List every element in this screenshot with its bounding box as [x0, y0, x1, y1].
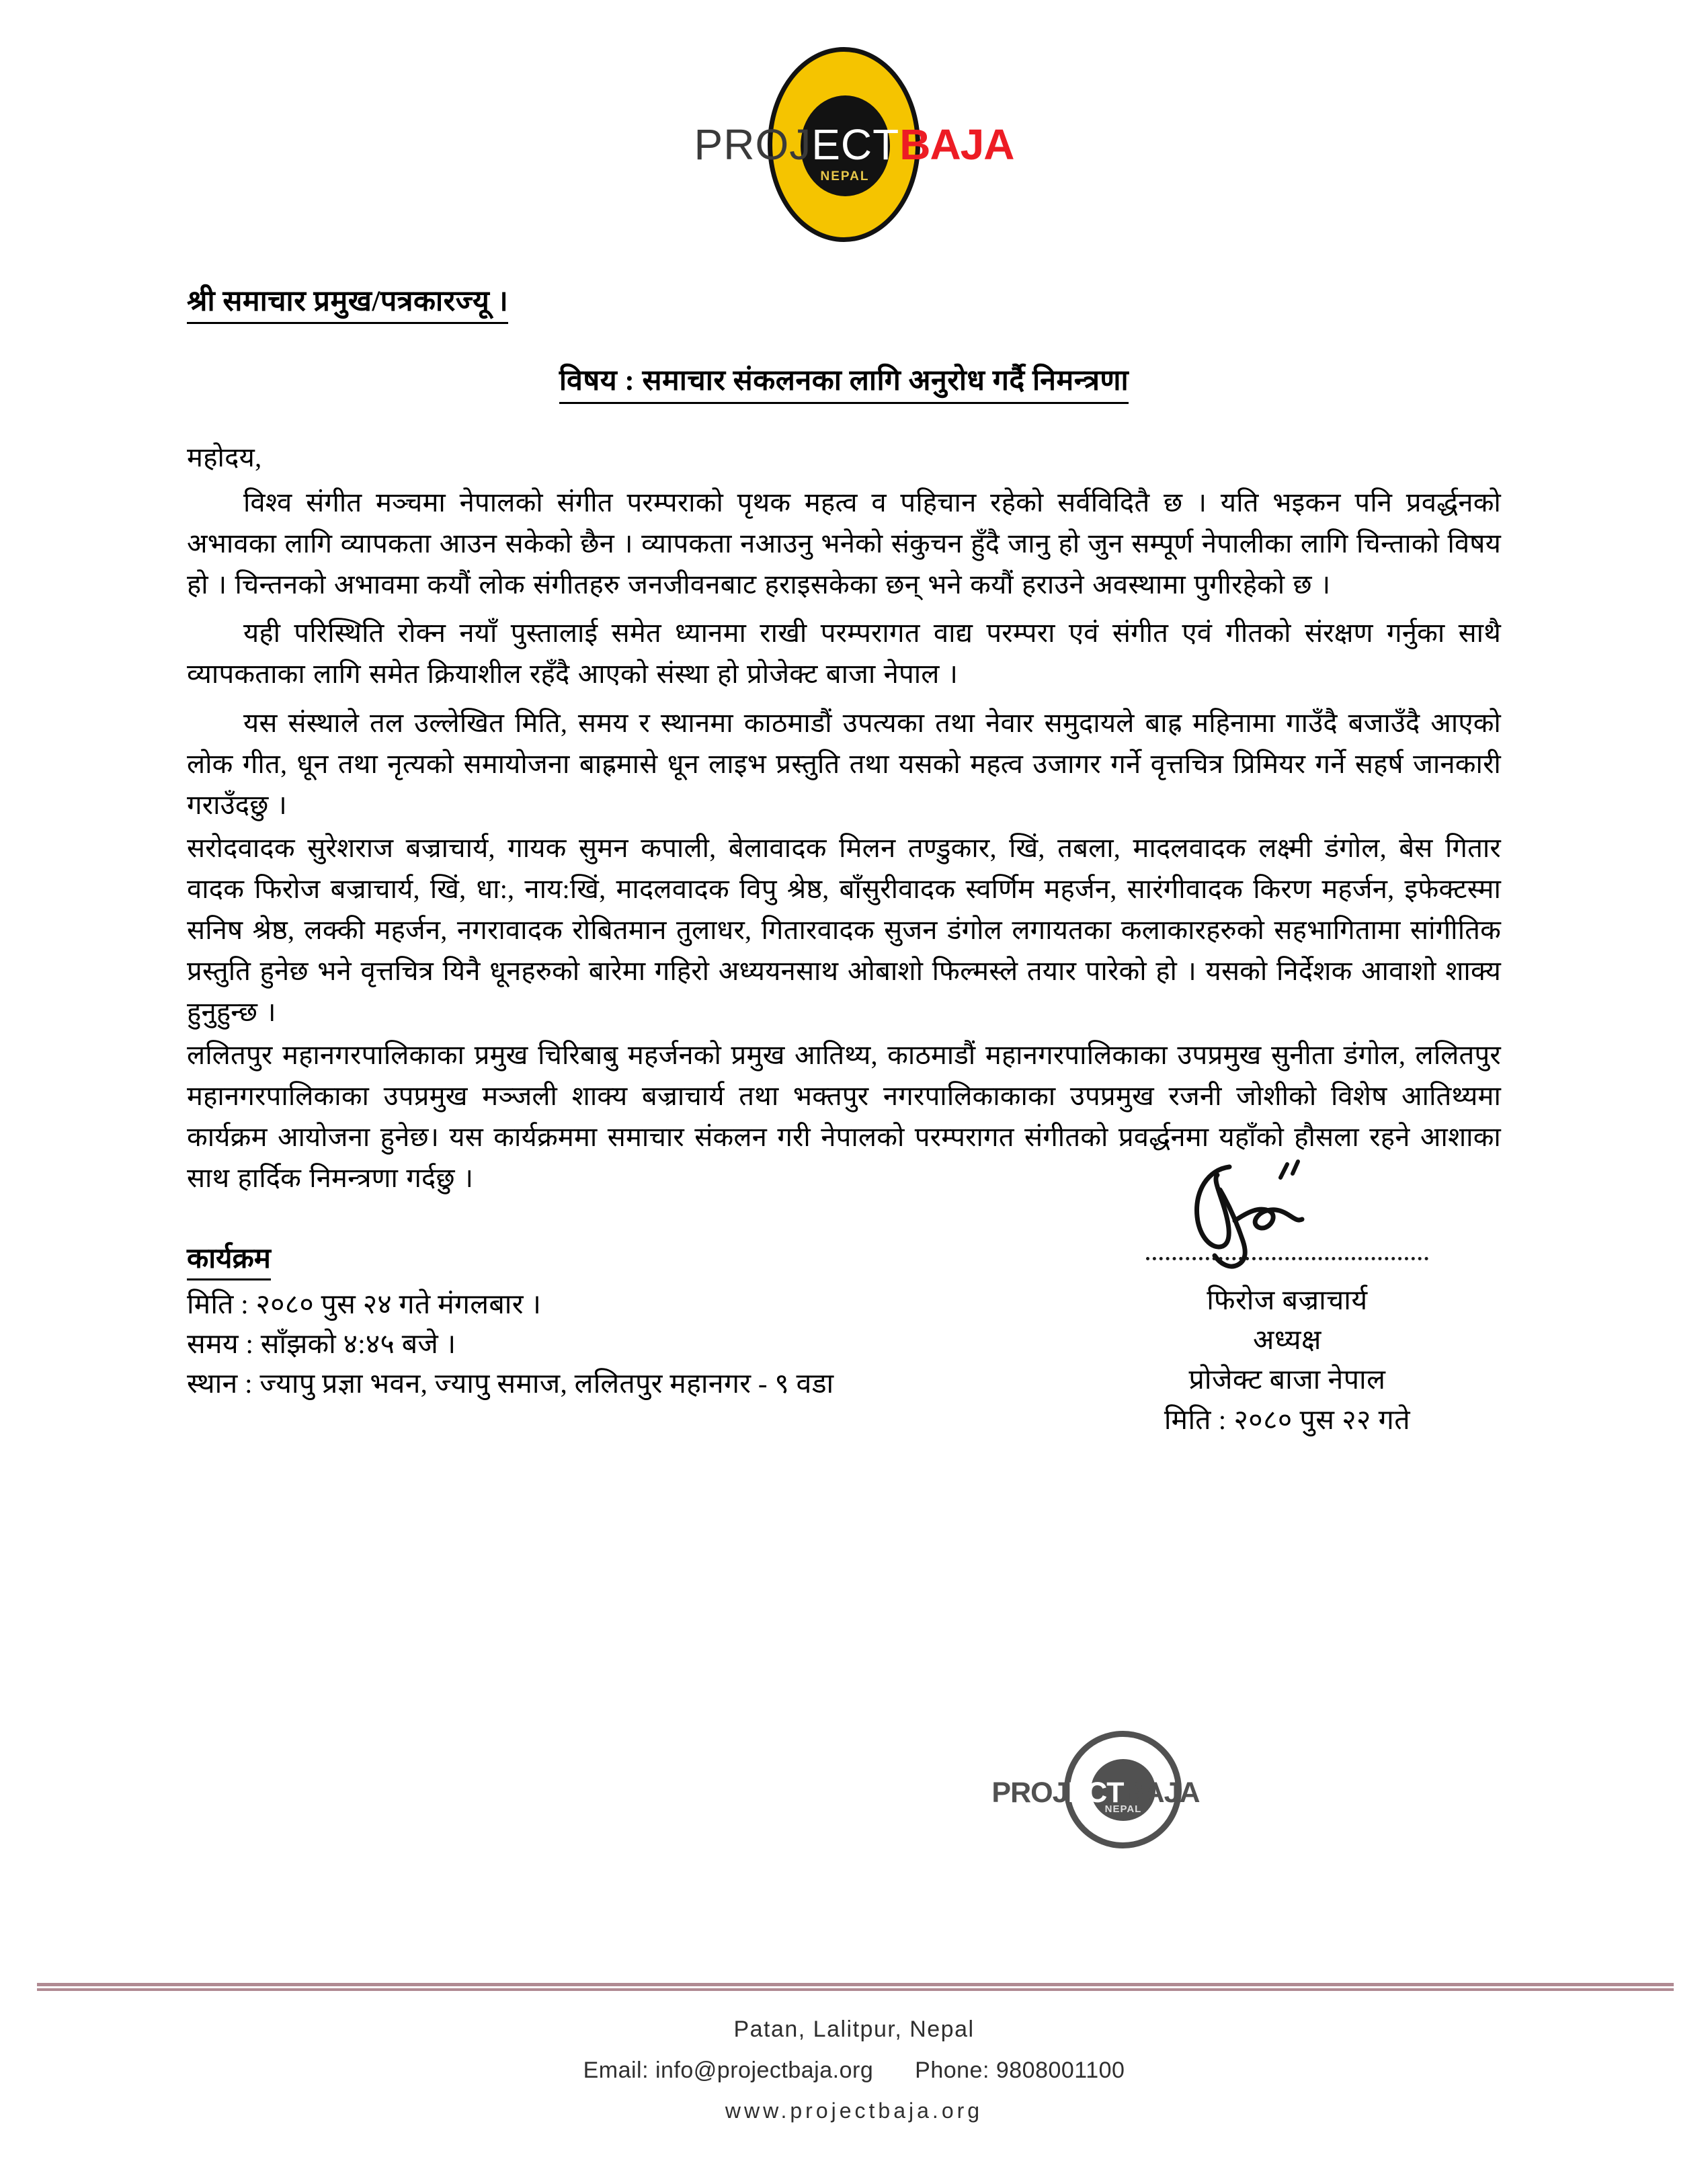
logo-text-proj: PROJ — [694, 120, 812, 169]
paragraph-4-artists: सरोदवादक सुरेशराज बज्राचार्य, गायक सुमन कपाली, बेलावादक मिलन तण्डुकार, खिं, तबला, मादलवादक लक्ष्मी डंगोल, बेस गितार वादक फिरोज बज्राचार्य, खिं, धा:, नाय:खिं, मादलवादक विपु श्रेष्ठ, बाँसुरीवादक स्वर्णिम महर्जन, सारंगीवादक किरण महर्जन, इफेक्टस्मा सनिष श्रेष्ठ, लक्की महर्जन, नगरावादक रोबितमान तुलाधर, गितारवादक सुजन डंगोल लगायतका कलाकारहरुको सहभागितामा सांगीतिक प्रस्तुति हुनेछ भने वृत्तचित्र यिनै धूनहरुको बारेमा गहिरो अध्ययनसाथ ओबाशो फिल्मस्ले तयार पारेको हो । यसको निर्देशक आवाशो शाक्य हुनुहुन्छ । — [187, 833, 1501, 1027]
project-baja-logo — [666, 47, 1043, 249]
stamp-text-ect: ECT — [1067, 1777, 1124, 1809]
signature-dotted-line — [1146, 1257, 1428, 1260]
program-venue: स्थान : ज्यापु प्रज्ञा भवन, ज्यापु समाज, ललितपुर महानगर - ९ वडा — [187, 1368, 834, 1399]
program-time: समय : साँझको ४:४५ बजे । — [187, 1328, 456, 1359]
salutation: महोदय, — [187, 442, 262, 473]
signature-block — [1086, 1159, 1489, 1440]
paragraph-2: यही परिस्थिति रोक्न नयाँ पुस्तालाई समेत ध्यानमा राखी परम्परागत वाद्य परम्परा एवं संगीत एवं गीतको संरक्षण गर्नुका साथै व्यापकताका लागि समेत क्रियाशील रहँदै आएको संस्था हो प्रोजेक्ट बाजा नेपाल । — [187, 618, 1501, 690]
addressee-line: श्री समाचार प्रमुख/पत्रकारज्यू । — [187, 280, 508, 324]
footer-phone: Phone: 9808001100 — [915, 2058, 1125, 2083]
program-section — [187, 1238, 1501, 1435]
logo-text-nepal: NEPAL — [820, 169, 870, 184]
stamp-text-nepal: NEPAL — [1104, 1803, 1142, 1815]
subject-row — [187, 359, 1501, 404]
letterhead — [0, 0, 1708, 249]
footer-contact-row — [0, 2058, 1708, 2084]
signature-date: मिति : २०८० पुस २२ गते — [1164, 1403, 1411, 1435]
logo-wordmark — [666, 120, 1043, 169]
paragraph-5-guests: ललितपुर महानगरपालिकाका प्रमुख चिरिबाबु महर्जनको प्रमुख आतिथ्य, काठमाडौं महानगरपालिकाका उपप्रमुख सुनीता डंगोल, ललितपुर महानगरपालिकाका उपप्रमुख मञ्जली शाक्य बज्राचार्य तथा भक्तपुर नगरपालिकाकाका उपप्रमुख रजनी जोशीको विशेष आतिथ्यमा कार्यक्रम आयोजना हुनेछ। यस कार्यक्रममा समाचार संकलन गरी नेपालको परम्परागत संगीतको प्रवर्द्धनमा यहाँको हौसला रहने आशाका साथ हार्दिक निमन्त्रणा गर्दछु । — [187, 1040, 1502, 1193]
subject-line: विषय : समाचार संकलनका लागि अनुरोध गर्दै निमन्त्रणा — [559, 359, 1129, 404]
logo-text-ect: ECT — [811, 120, 900, 169]
signatory-name: फिरोज बज्राचार्य — [1207, 1284, 1368, 1315]
signatory-organization: प्रोजेक्ट बाजा नेपाल — [1188, 1364, 1386, 1395]
program-date: मिति : २०८० पुस २४ गते मंगलबार । — [187, 1288, 542, 1319]
footer-email: Email: info@projectbaja.org — [583, 2058, 874, 2083]
stamp-text-baja: BAJA — [1123, 1777, 1200, 1809]
handwritten-signature-icon — [1086, 1159, 1489, 1266]
footer-website: www.projectbaja.org — [725, 2099, 983, 2123]
program-heading: कार्यक्रम — [187, 1238, 271, 1280]
logo-text-baja: BAJA — [899, 120, 1014, 169]
paragraph-3: यस संस्थाले तल उल्लेखित मिति, समय र स्थानमा काठमाडौं उपत्यका तथा नेवार समुदायले बाह्र महिनामा गाउँदै बजाउँदै आएको लोक गीत, धून तथा नृत्यको समायोजना बाह्रमासे धून लाइभ प्रस्तुति तथा यसको महत्व उजागर गर्ने वृत्तचित्र प्रिमियर गर्ने सहर्ष जानकारी गराउँदछु । — [187, 707, 1501, 820]
paragraph-1: विश्व संगीत मञ्चमा नेपालको संगीत परम्पराको पृथक महत्व व पहिचान रहेको सर्वविदितै छ । यति भइकन पनि प्रवर्द्धनको अभावका लागि व्यापकता आउन सकेको छैन । व्यापकता नआउनु भनेको संकुचन हुँदै जानु हो जुन सम्पूर्ण नेपालीका लागि चिन्ताको विषय हो । चिन्तनको अभावमा कयौं लोक संगीतहरु जनजीवनबाट हराइसकेका छन् भने कयौं हराउने अवस्थामा पुगीरहेको छ । — [187, 487, 1501, 600]
footer-divider — [37, 1983, 1674, 1991]
footer — [0, 2017, 1708, 2123]
letter-body — [187, 249, 1502, 1435]
signatory-designation: अध्यक्ष — [1253, 1323, 1321, 1355]
rubber-stamp — [978, 1724, 1213, 1865]
stamp-text-proj: PROJ — [991, 1777, 1068, 1809]
footer-address: Patan, Lalitpur, Nepal — [733, 2017, 975, 2042]
